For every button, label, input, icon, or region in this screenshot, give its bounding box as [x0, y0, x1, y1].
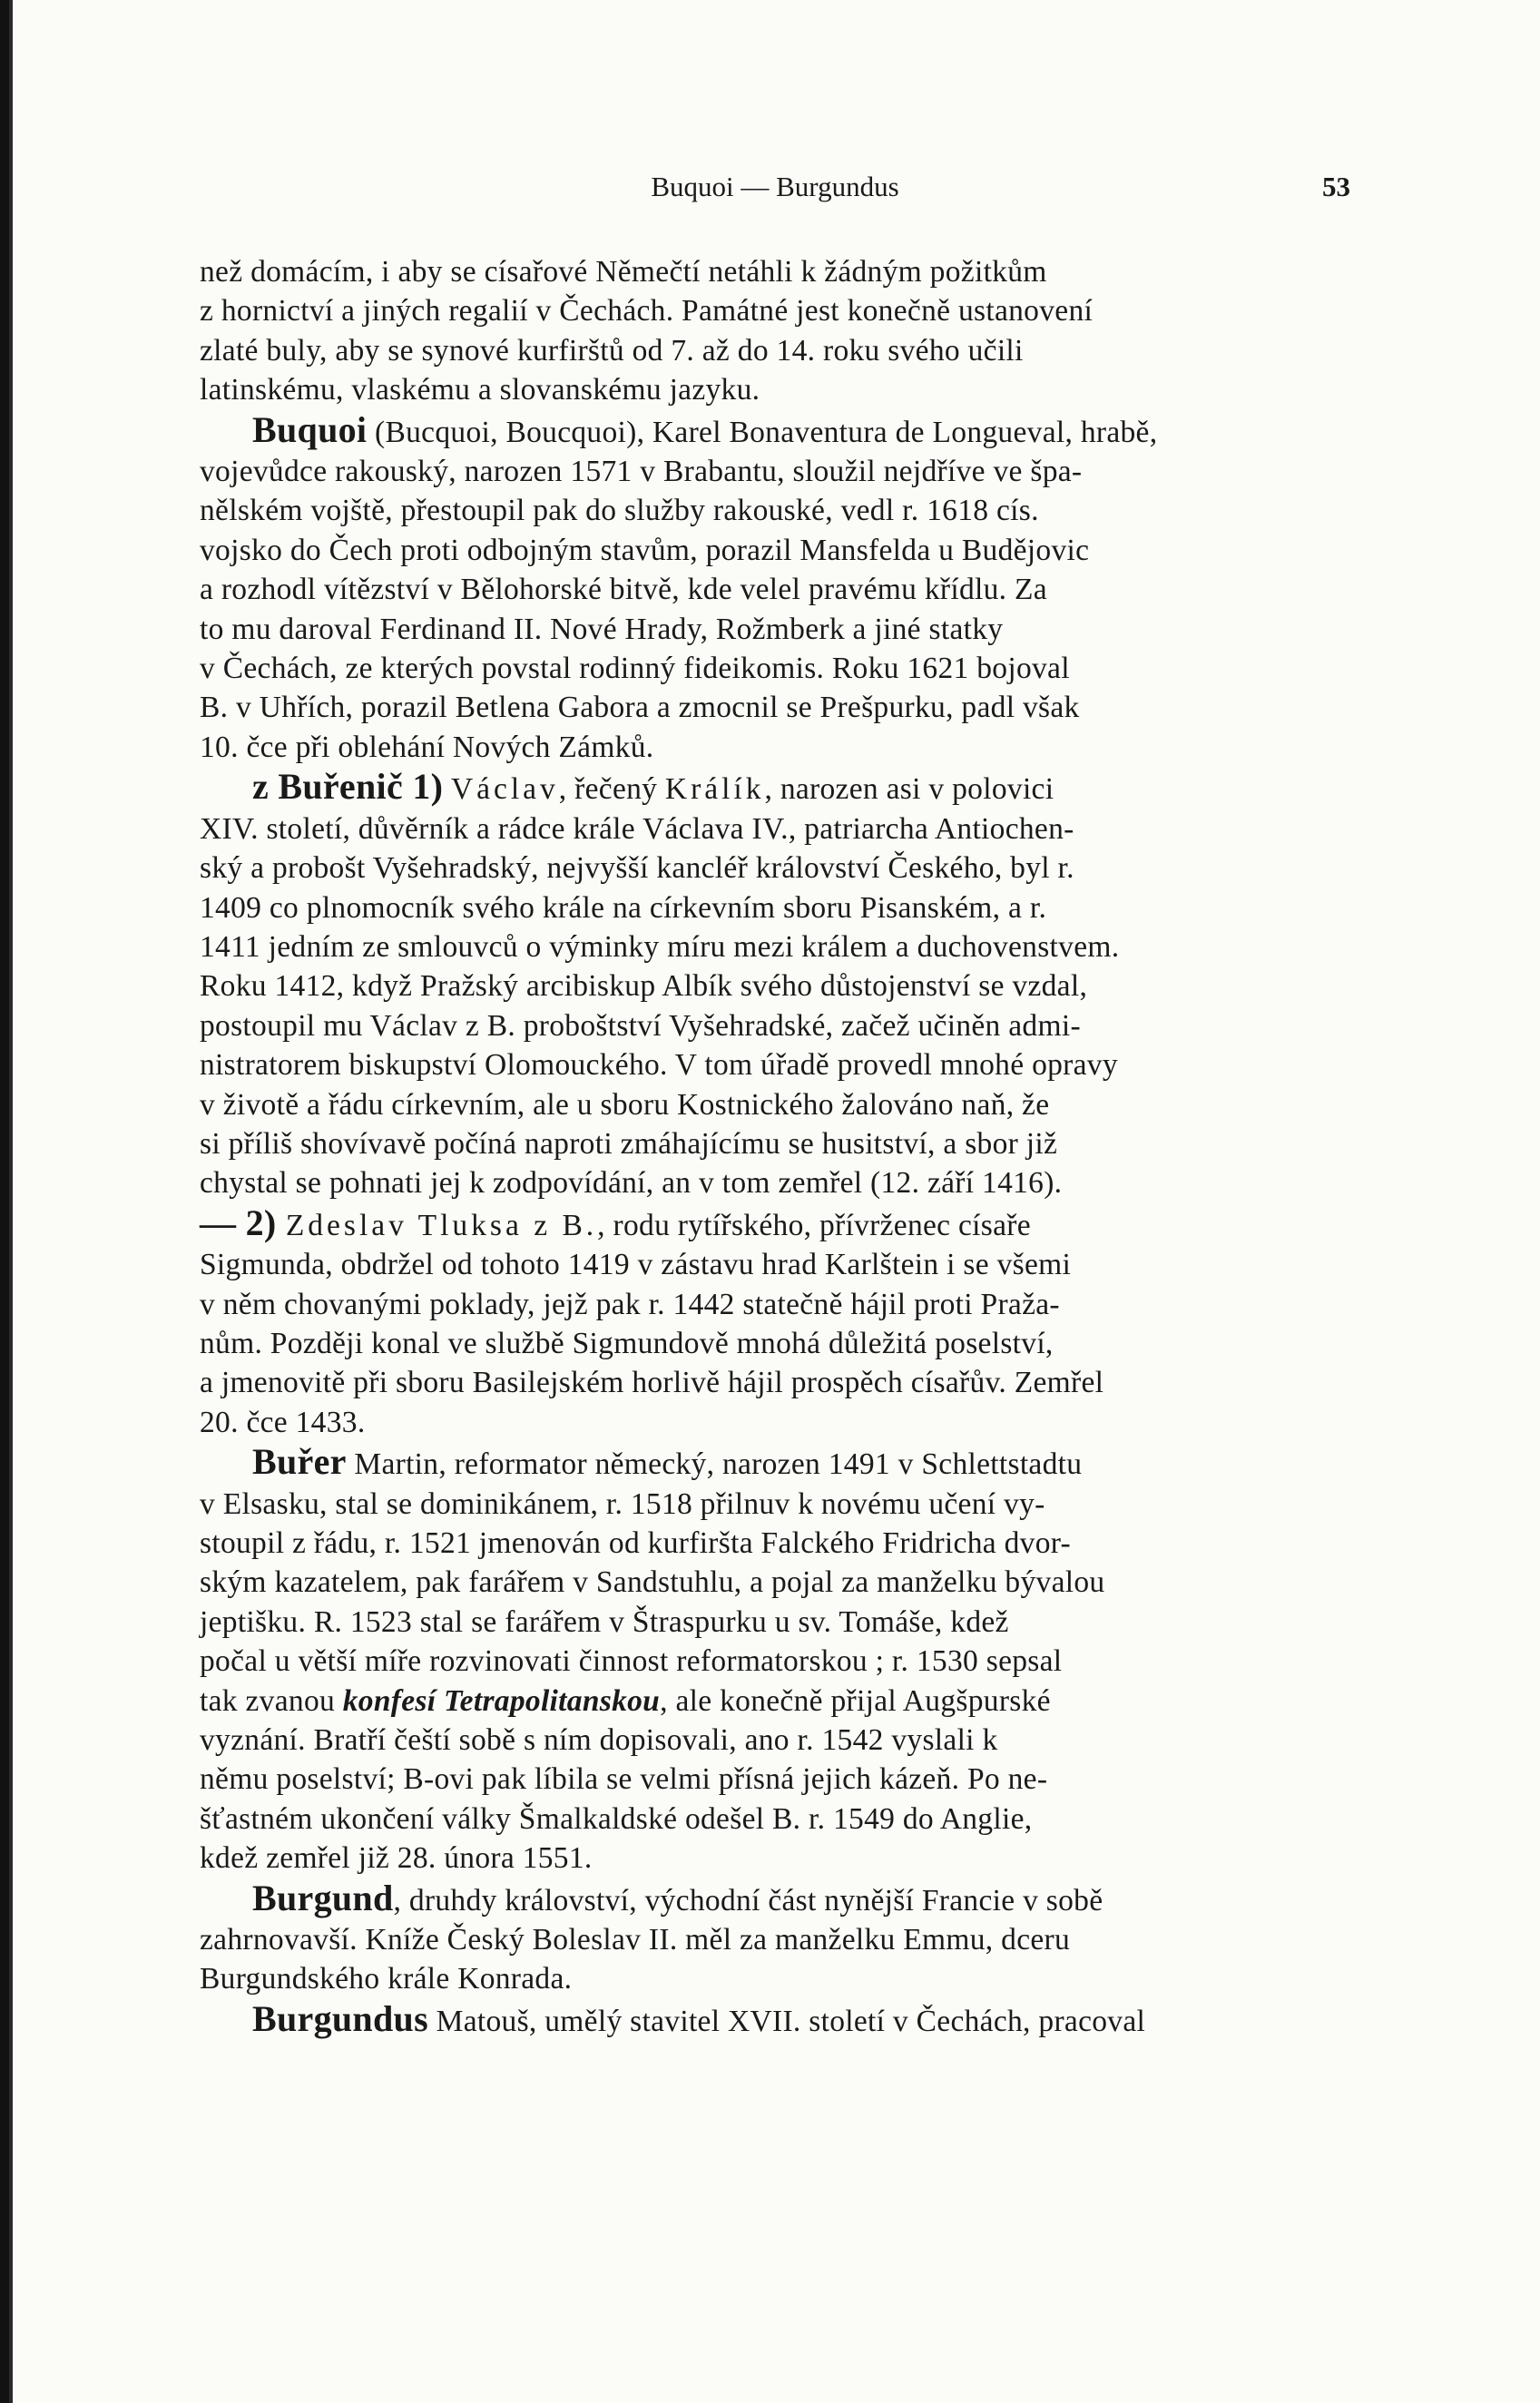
entry-marker: 1) [403, 766, 444, 808]
entry-headword: Burgundus [252, 1997, 428, 2039]
entry-burgund [200, 1878, 1350, 1999]
document-page [9, 0, 1540, 2403]
text-line: 1409 co plnomocník svého krále na církevním sboru Pisanském, a r. [200, 890, 1047, 925]
entry-headword: z Buřenič [252, 766, 404, 808]
text-body [200, 252, 1350, 2041]
person-name: Zdeslav Tluksa z B. [285, 1208, 598, 1242]
entry-marker: — 2) [200, 1202, 286, 1243]
text-line: tak zvanou [200, 1683, 343, 1718]
text-line: v životě a řádu církevním, ale u sboru Kostnického žalováno naň, že [200, 1087, 1050, 1122]
text-line: němu poselství; B-ovi pak líbila se velmi přísná jejich kázeň. Po ne- [200, 1762, 1048, 1797]
entry-headword: Burgund [252, 1877, 394, 1918]
text-line: v něm chovanými poklady, jejž pak r. 1442 statečně hájil proti Praža- [200, 1287, 1060, 1321]
entry-headword: Buquoi [252, 408, 368, 450]
text-line: šťastném ukončení války Šmalkaldské odešel B. r. 1549 do Anglie, [200, 1801, 1033, 1836]
text-line: Martin, reformator německý, narozen 1491 v Schlettstadtu [346, 1447, 1083, 1482]
person-name: Králík [664, 772, 765, 807]
text-line: ský a probošt Vyšehradský, nejvyšší kancléř království Českého, byl r. [200, 851, 1074, 886]
text-line: 10. čce při oblehání Nových Zámků. [200, 730, 654, 764]
text-line: a rozhodl vítězství v Bělohorské bitvě, kde velel pravému křídlu. Za [200, 573, 1047, 607]
entry-buquoi [200, 410, 1350, 768]
text-line: ským kazatelem, pak farářem v Sandstuhlu, a pojal za manželku bývalou [200, 1565, 1105, 1600]
text-line: zahrnovavší. Kníže Český Boleslav II. měl za manželku Emmu, dceru [200, 1923, 1071, 1957]
text-line: 20. čce 1433. [200, 1405, 366, 1439]
text-line: latinskému, vlaskému a slovanskému jazyku. [200, 373, 760, 407]
text-line: , druhdy království, východní část nynější Francie v sobě [393, 1883, 1104, 1917]
page-edge-shadow [9, 0, 13, 2403]
text-line: Roku 1412, když Pražský arcibiskup Albík svého důstojenství se vzdal, [200, 969, 1088, 1004]
text-line: 1411 jedním ze smlouvců o výminky míru mezi králem a duchovenstvem. [200, 929, 1120, 964]
running-title: Buquoi — Burgundus [651, 171, 899, 202]
text-line: z hornictví a jiných regalií v Čechách. Památné jest konečně ustanovení [200, 294, 1094, 329]
text-line: XIV. století, důvěrník a rádce krále Václava IV., patriarcha Antiochen- [200, 811, 1074, 846]
entry-headword: Buřer [252, 1441, 347, 1483]
text-line: , narozen asi v polovici [764, 772, 1054, 807]
text-line: stoupil z řádu, r. 1521 jmenován od kurfiršta Falckého Fridricha dvor- [200, 1526, 1071, 1560]
text-line: B. v Uhřích, porazil Betlena Gabora a zmocnil se Prešpurku, padl však [200, 691, 1080, 725]
text-line: jeptišku. R. 1523 stal se farářem v Štraspurku u sv. Tomáše, kdež [200, 1604, 1009, 1639]
paragraph-continuation [200, 252, 1350, 410]
text-line: Burgundského krále Konrada. [200, 1962, 573, 1996]
person-name: Václav [450, 772, 559, 807]
text-line: vojevůdce rakouský, narozen 1571 v Brabantu, sloužil nejdříve ve špa- [200, 455, 1083, 489]
running-header [200, 171, 1350, 211]
text-line: nům. Později konal ve službě Sigmundově mnohá důležitá poselství, [200, 1326, 1054, 1360]
text-line: než domácím, i aby se císařové Němečtí netáhli k žádným požitkům [200, 255, 1047, 289]
text-line: nistratorem biskupství Olomouckého. V tom úřadě provedl mnohé opravy [200, 1048, 1118, 1083]
page-number: 53 [1322, 171, 1350, 202]
text-line: , ale konečně přijal Augšpurské [660, 1683, 1051, 1718]
text-line: v Čechách, ze kterých povstal rodinný fideikomis. Roku 1621 bojoval [200, 652, 1070, 686]
text-line: kdež zemřel již 28. února 1551. [200, 1841, 593, 1876]
text-line: vojsko do Čech proti odbojným stavům, porazil Mansfelda u Budějovic [200, 533, 1090, 567]
text-line: (Bucquoi, Boucquoi), Karel Bonaventura de Longueval, hrabě, [367, 415, 1158, 449]
entry-burgundus [200, 1999, 1350, 2041]
text-line: si příliš shovívavě počíná naproti zmáhajícímu se husitství, a sbor již [200, 1126, 1058, 1161]
entry-burer [200, 1442, 1350, 1878]
work-title: konfesí Tetrapolitanskou [342, 1683, 661, 1718]
text-line: počal u větší míře rozvinovati činnost reformatorskou ; r. 1530 sepsal [200, 1644, 1063, 1679]
text-line: vyznání. Bratří čeští sobě s ním dopisovali, ano r. 1542 vyslali k [200, 1723, 998, 1758]
text-line: zlaté buly, aby se synové kurfirštů od 7. až do 14. roku svého učili [200, 333, 1024, 368]
entry-z-burenic [200, 767, 1350, 1442]
text-line: nělském vojště, přestoupil pak do služby rakouské, vedl r. 1618 cís. [200, 494, 1039, 528]
text-line: to mu daroval Ferdinand II. Nové Hrady, Rožmberk a jiné statky [200, 612, 1004, 646]
text-run: , řečený [558, 772, 665, 807]
text-line: a jmenovitě při sboru Basilejském horlivě hájil prospěch císařův. Zemřel [200, 1366, 1104, 1400]
text-line: postoupil mu Václav z B. proboštství Vyšehradské, začež učiněn admi- [200, 1008, 1081, 1043]
text-line: , rodu rytířského, přívrženec císaře [597, 1208, 1031, 1242]
text-line: Matouš, umělý stavitel XVII. století v Čechách, pracoval [427, 2004, 1146, 2038]
text-line: chystal se pohnati jej k zodpovídání, an v tom zemřel (12. září 1416). [200, 1166, 1063, 1201]
text-line: Sigmunda, obdržel od tohoto 1419 v zástavu hrad Karlštein i se všemi [200, 1248, 1072, 1282]
text-line: v Elsasku, stal se dominikánem, r. 1518 přilnuv k novému učení vy- [200, 1486, 1045, 1521]
